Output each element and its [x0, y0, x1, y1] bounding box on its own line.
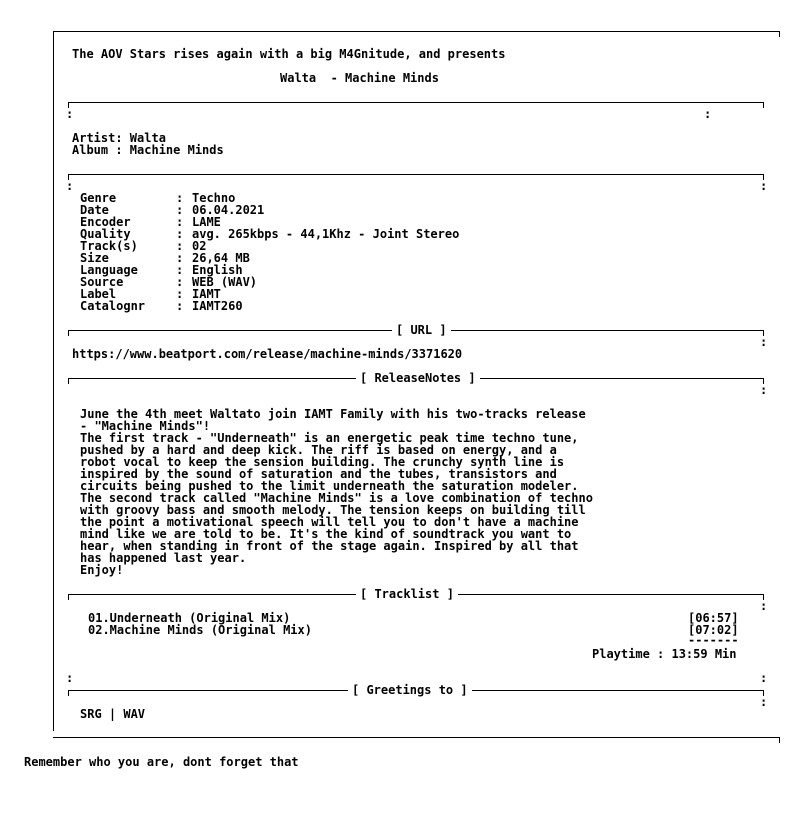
- separator-artist: [66, 96, 766, 108]
- release-title: Walta - Machine Minds: [280, 71, 439, 85]
- greetings-section-title: [ Greetings to ]: [348, 684, 472, 696]
- separator-tracklist: [66, 588, 766, 600]
- frame-dot: :: [760, 671, 768, 685]
- info-sep: :: [176, 299, 184, 313]
- note-line: robot vocal to keep the sension building. The crunchy synth line is: [80, 455, 565, 469]
- info-key: Date: [80, 203, 109, 217]
- info-value: 26,64 MB: [192, 251, 250, 265]
- info-key: Size: [80, 251, 109, 265]
- note-line: Enjoy!: [80, 563, 124, 577]
- outer-frame-left: [53, 31, 54, 731]
- notes-section-title: [ ReleaseNotes ]: [356, 372, 480, 384]
- note-line: The first track - "Underneath" is an energetic peak time techno tune,: [80, 431, 579, 445]
- track-time: [07:02]: [688, 623, 739, 637]
- playtime-total: Playtime : 13:59 Min: [592, 647, 737, 661]
- info-key: Quality: [80, 227, 131, 241]
- info-value: IAMT260: [192, 299, 243, 313]
- note-line: June the 4th meet Waltato join IAMT Family with his two-tracks release: [80, 407, 586, 421]
- note-line: circuits being pushed to the limit underneath the saturation modeler.: [80, 479, 579, 493]
- info-key: Genre: [80, 191, 117, 205]
- frame-dot: :: [760, 335, 768, 349]
- note-line: mind like we are told to be. It's the kind of soundtrack you want to: [80, 527, 572, 541]
- info-sep: :: [176, 251, 184, 265]
- tracklist-section-title: [ Tracklist ]: [356, 588, 458, 600]
- separator-url: [66, 324, 766, 336]
- info-value: WEB (WAV): [192, 275, 258, 289]
- separator-notes: [66, 372, 766, 384]
- note-line: with groovy bass and smooth melody. The tension keeps on building till: [80, 503, 586, 517]
- info-key: Language: [80, 263, 138, 277]
- info-value: English: [192, 263, 243, 277]
- album-line: Album : Machine Minds: [72, 143, 224, 157]
- info-key: Track(s): [80, 239, 138, 253]
- outer-frame-right-tick-bottom: [779, 737, 780, 743]
- info-key: Catalognr: [80, 299, 146, 313]
- frame-dot: :: [760, 383, 768, 397]
- separator-greetings: [66, 684, 766, 696]
- intro-text: The AOV Stars rises again with a big M4Gnitude, and presents: [72, 47, 506, 61]
- frame-dot: :: [704, 107, 712, 121]
- release-url-link[interactable]: https://www.beatport.com/release/machine-minds/3371620: [72, 347, 463, 361]
- track-name: 01.Underneath (Original Mix): [88, 611, 291, 625]
- note-line: hear, when standing in front of the stage again. Inspired by all that: [80, 539, 579, 553]
- info-value: avg. 265kbps - 44,1Khz - Joint Stereo: [192, 227, 460, 241]
- url-section-title: [ URL ]: [392, 324, 451, 336]
- note-line: has happened last year.: [80, 551, 247, 565]
- frame-dot: :: [66, 179, 74, 193]
- frame-dot: :: [760, 695, 768, 709]
- track-time: [06:57]: [688, 611, 739, 625]
- outer-frame-top: [53, 31, 780, 32]
- greetings-text: SRG | WAV: [80, 707, 146, 721]
- note-line: - "Machine Minds"!: [80, 419, 211, 433]
- outer-frame-right-tick-top: [779, 31, 780, 37]
- info-value: LAME: [192, 215, 221, 229]
- info-value: Techno: [192, 191, 236, 205]
- outer-frame-bottom: [53, 737, 780, 738]
- info-value: 06.04.2021: [192, 203, 265, 217]
- info-row: [80, 300, 145, 312]
- note-line: pushed by a hard and deep kick. The riff is based on energy, and a: [80, 443, 557, 457]
- info-sep: :: [176, 275, 184, 289]
- info-sep: :: [176, 239, 184, 253]
- artist-line: Artist: Walta: [72, 131, 166, 145]
- track-name: 02.Machine Minds (Original Mix): [88, 623, 312, 637]
- frame-dot: :: [66, 107, 74, 121]
- info-sep: :: [176, 263, 184, 277]
- playtime-divider: -------: [688, 633, 739, 647]
- frame-dot: :: [760, 179, 768, 193]
- note-line: inspired by the sound of saturation and the tubes, transistors and: [80, 467, 557, 481]
- info-sep: :: [176, 287, 184, 301]
- info-sep: :: [176, 227, 184, 241]
- info-key: Label: [80, 287, 117, 301]
- note-line: the point a motivational speech will tell you to don't have a machine: [80, 515, 579, 529]
- frame-dot: :: [760, 599, 768, 613]
- note-line: The second track called "Machine Minds" is a love combination of techno: [80, 491, 593, 505]
- info-value: 02: [192, 239, 207, 253]
- info-sep: :: [176, 203, 184, 217]
- separator-info: [66, 168, 766, 180]
- info-value: IAMT: [192, 287, 221, 301]
- info-key: Encoder: [80, 215, 131, 229]
- info-key: Source: [80, 275, 124, 289]
- frame-dot: :: [66, 671, 74, 685]
- info-sep: :: [176, 191, 184, 205]
- info-sep: :: [176, 215, 184, 229]
- footer-text: Remember who you are, dont forget that: [24, 755, 299, 769]
